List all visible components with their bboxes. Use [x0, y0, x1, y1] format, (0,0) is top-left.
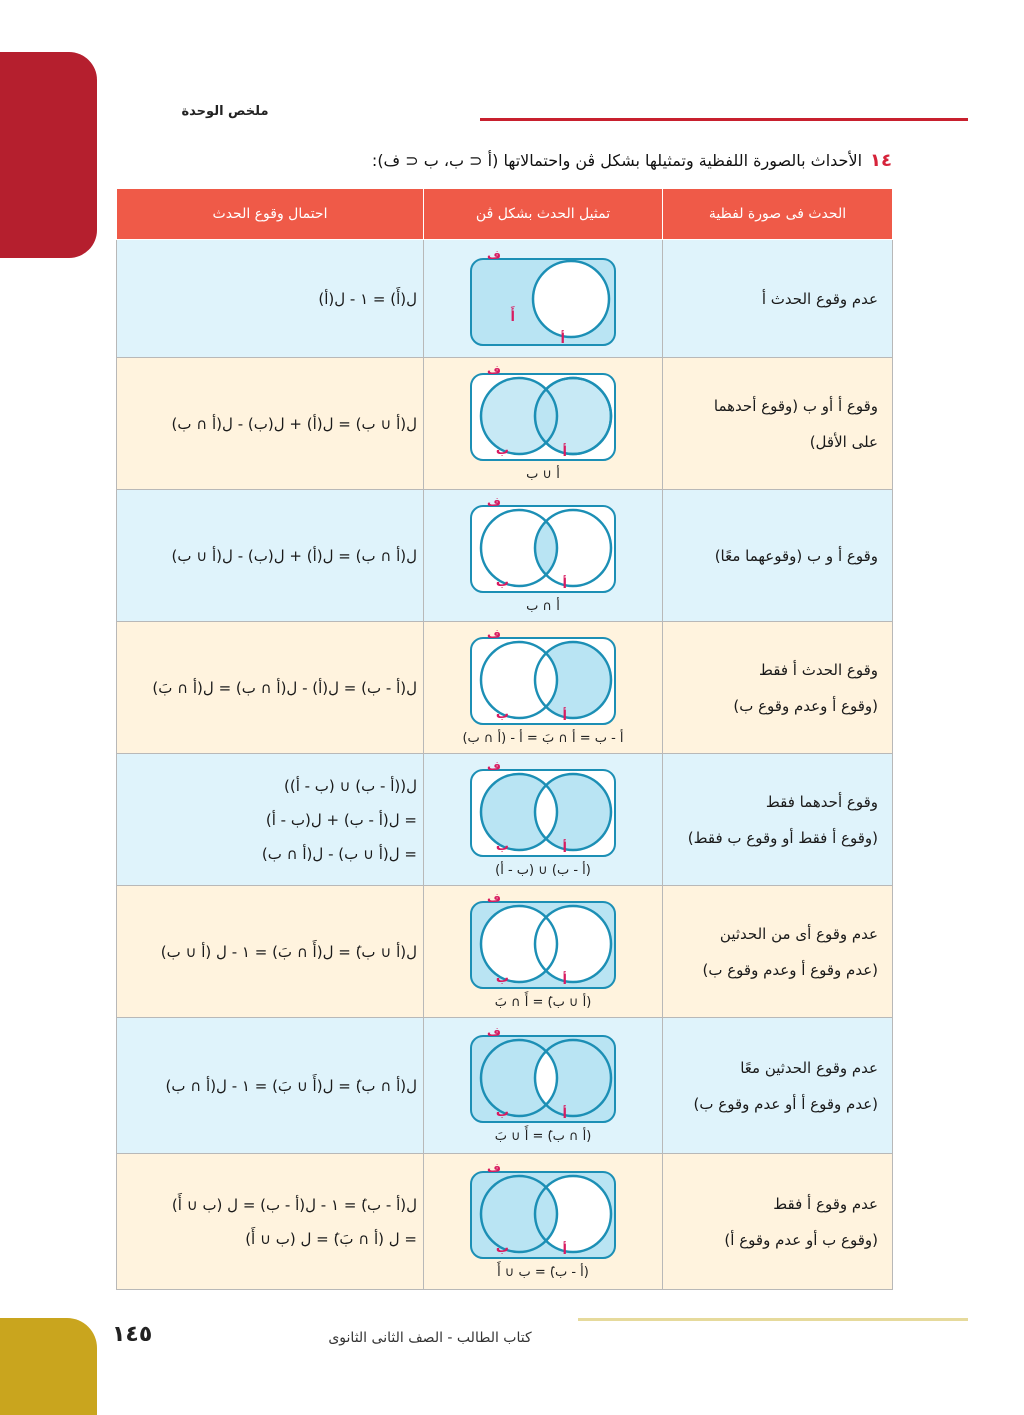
red-corner-tab — [0, 52, 97, 258]
table-row — [117, 1018, 893, 1154]
svg-text:أ: أ — [562, 1242, 567, 1258]
venn-cell — [424, 754, 663, 886]
table-row — [117, 622, 893, 754]
footer-book-title: كتاب الطالب - الصف الثانى الثانوى — [328, 1330, 532, 1346]
svg-text:ف: ف — [487, 627, 501, 641]
probability-cell: ل(أ ∪ ب) = ل(أ) + ل(ب) - ل(أ ∩ ب) — [117, 358, 424, 490]
verbal-cell: عدم وقوع أ فقط (وقوع ب أو عدم وقوع أ) — [663, 1154, 893, 1290]
svg-text:ب: ب — [495, 442, 509, 458]
svg-text:أ: أ — [562, 972, 567, 988]
events-table — [116, 188, 893, 1290]
header-probability: احتمال وقوع الحدث — [117, 189, 424, 240]
probability-cell: ل(أ ∪ ب)َ = ل(أَ ∩ بَ) = ١ - ل (أ ∪ ب) — [117, 886, 424, 1018]
verbal-cell: عدم وقوع أى من الحدثين (عدم وقوع أ وعدم وقوع ب) — [663, 886, 893, 1018]
verbal-cell: عدم وقوع الحدث أ — [663, 240, 893, 358]
table-row — [117, 240, 893, 358]
venn-cell — [424, 1018, 663, 1154]
svg-text:ف: ف — [487, 1161, 501, 1175]
table-row — [117, 886, 893, 1018]
svg-text:ب: ب — [495, 1104, 509, 1120]
probability-cell: ل(أ - ب) = ل(أ) - ل(أ ∩ ب) = ل(أ ∩ بَ) — [117, 622, 424, 754]
header-rule — [480, 118, 968, 121]
venn-diagram-a-only — [433, 628, 653, 748]
header-venn: تمثيل الحدث بشكل ڤن — [424, 189, 663, 240]
footer-rule — [578, 1318, 968, 1321]
verbal-cell: وقوع أ أو ب (وقوع أحدهما على الأقل) — [663, 358, 893, 490]
svg-text:أ: أ — [562, 444, 567, 460]
probability-cell: ل((أ - ب) ∪ (ب - أ)) = ل(أ - ب) + ل(ب - أ) = ل(أ ∪ ب) - ل(أ ∩ ب) — [117, 754, 424, 886]
svg-text:ف: ف — [487, 495, 501, 509]
svg-text:ف: ف — [487, 247, 501, 262]
section-number: ١٤ — [870, 150, 892, 171]
venn-diagram-not-a-only — [443, 1162, 643, 1282]
svg-text:ف: ف — [487, 363, 501, 377]
venn-cell — [424, 490, 663, 622]
svg-text:(أ - ب)َ = ب ∪ أَ: (أ - ب)َ = ب ∪ أَ — [497, 1264, 589, 1280]
page-number: ١٤٥ — [112, 1322, 153, 1347]
svg-text:ف: ف — [487, 891, 501, 905]
venn-diagram-not-both — [443, 1026, 643, 1146]
svg-text:(أ ∪ ب)َ = أَ ∩ بَ: (أ ∪ ب)َ = أَ ∩ بَ — [494, 994, 592, 1010]
venn-cell — [424, 622, 663, 754]
venn-cell — [424, 358, 663, 490]
svg-text:ب: ب — [495, 574, 509, 590]
table-row — [117, 754, 893, 886]
section-title-text: الأحداث بالصورة اللفظية وتمثيلها بشكل ڤن واحتمالاتها (أ ⊂ ب، ب ⊂ ف): — [371, 151, 863, 170]
svg-text:أ - ب = أ ∩ بَ = أ - (أ ∩ ب): أ - ب = أ ∩ بَ = أ - (أ ∩ ب) — [462, 730, 624, 746]
svg-text:ب: ب — [495, 838, 509, 854]
header-verbal: الحدث فى صورة لفظية — [663, 189, 893, 240]
table-row — [117, 490, 893, 622]
svg-text:ب: ب — [495, 1240, 509, 1256]
venn-cell — [424, 240, 663, 358]
table-header-row — [117, 189, 893, 240]
svg-text:(أ - ب) ∪ (ب - أ): (أ - ب) ∪ (ب - أ) — [495, 862, 591, 878]
svg-text:ب: ب — [495, 970, 509, 986]
probability-cell: ل(أ - ب)َ = ١ - ل(أ - ب) = ل (ب ∪ أَ) = ل (أ ∩ بَ)َ = ل (ب ∪ أَ) — [117, 1154, 424, 1290]
svg-text:ب: ب — [495, 706, 509, 722]
verbal-cell: عدم وقوع الحدثين معًا (عدم وقوع أ أو عدم وقوع ب) — [663, 1018, 893, 1154]
gold-corner-tab — [0, 1318, 97, 1415]
table-row — [117, 1154, 893, 1290]
probability-cell: ل(أ ∩ ب) = ل(أ) + ل(ب) - ل(أ ∪ ب) — [117, 490, 424, 622]
venn-diagram-complement-a — [443, 247, 643, 351]
section-title — [372, 150, 892, 171]
svg-text:أ: أ — [562, 840, 567, 856]
venn-cell — [424, 1154, 663, 1290]
svg-text:ف: ف — [487, 1025, 501, 1039]
section-label: ملخص الوحدة — [181, 104, 269, 119]
venn-cell — [424, 886, 663, 1018]
verbal-cell: وقوع أحدهما فقط (وقوع أ فقط أو وقوع ب فقط) — [663, 754, 893, 886]
svg-text:أَ: أَ — [510, 309, 515, 325]
svg-text:أ: أ — [562, 576, 567, 592]
probability-cell: ل(أَ) = ١ - ل(أ) — [117, 240, 424, 358]
svg-text:أ ∪ ب: أ ∪ ب — [526, 466, 560, 482]
svg-text:ف: ف — [487, 759, 501, 773]
venn-diagram-exactly-one — [443, 760, 643, 880]
svg-text:(أ ∩ ب)َ = أَ ∪ بَ: (أ ∩ ب)َ = أَ ∪ بَ — [494, 1128, 592, 1144]
verbal-cell: وقوع أ و ب (وقوعهما معًا) — [663, 490, 893, 622]
table-row — [117, 358, 893, 490]
verbal-cell: وقوع الحدث أ فقط (وقوع أ وعدم وقوع ب) — [663, 622, 893, 754]
venn-diagram-union — [443, 364, 643, 484]
svg-text:أ: أ — [560, 331, 565, 347]
svg-text:أ: أ — [562, 708, 567, 724]
svg-text:أ: أ — [562, 1106, 567, 1122]
venn-diagram-neither — [443, 892, 643, 1012]
svg-text:أ ∩ ب: أ ∩ ب — [526, 598, 560, 614]
probability-cell: ل(أ ∩ ب)َ = ل(أَ ∪ بَ) = ١ - ل(أ ∩ ب) — [117, 1018, 424, 1154]
venn-diagram-intersection — [443, 496, 643, 616]
